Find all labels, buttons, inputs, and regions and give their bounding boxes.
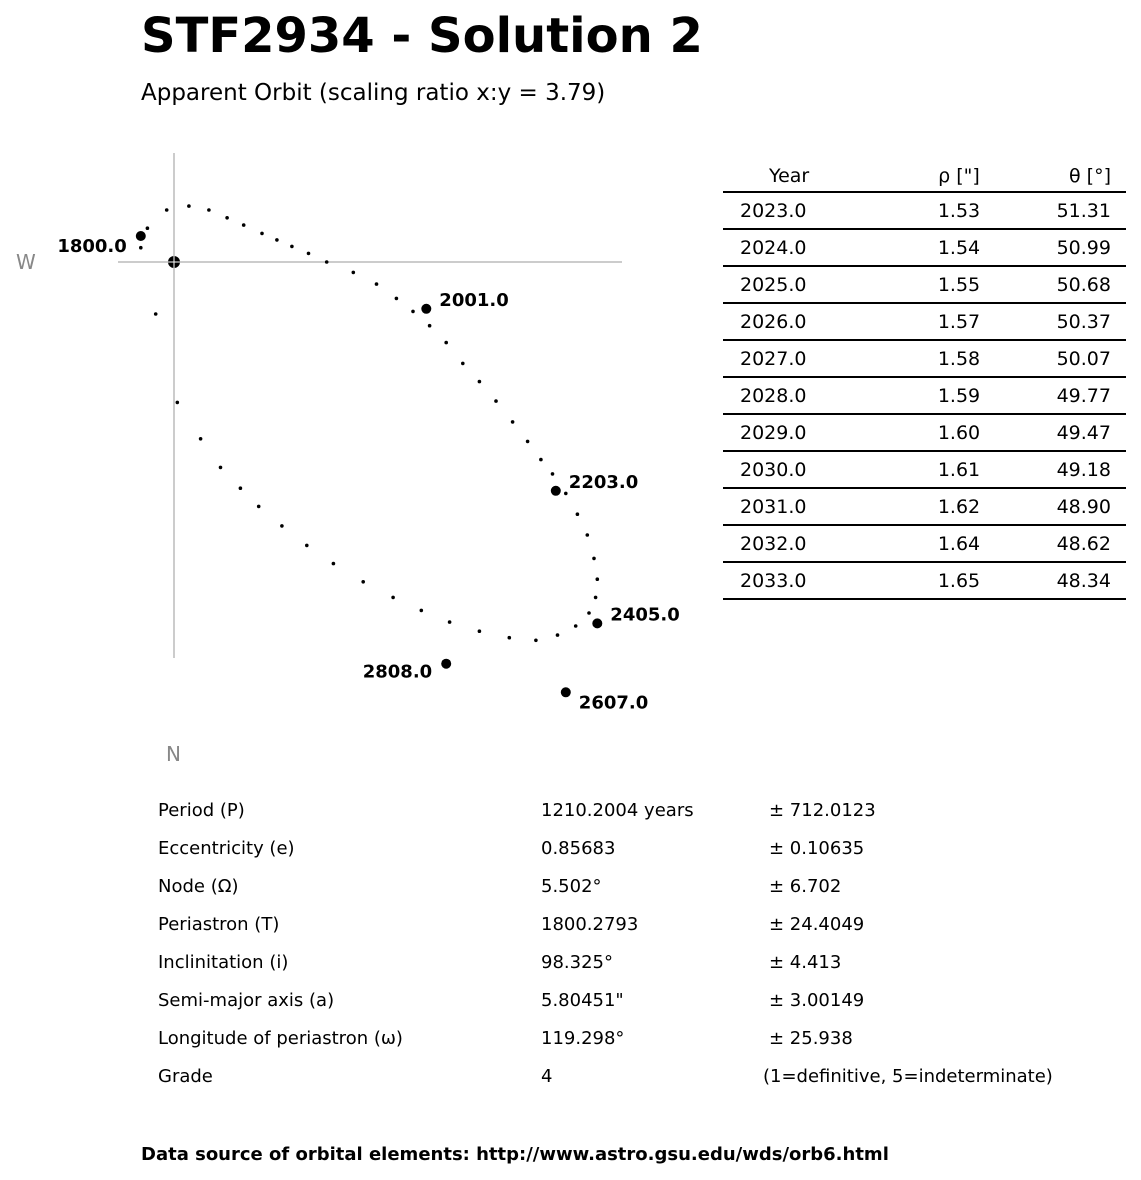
rho-cell: 1.59 — [889, 377, 1029, 414]
orbit-point — [165, 208, 169, 212]
west-label: W — [16, 250, 36, 274]
element-row — [158, 1024, 1118, 1062]
epoch-marker — [551, 486, 561, 496]
orbit-point — [257, 505, 261, 509]
element-error: ± 4.413 — [769, 952, 842, 973]
orbit-point — [551, 472, 555, 476]
element-error: (1=definitive, 5=indeterminate) — [763, 1066, 1053, 1087]
orbit-point — [305, 544, 309, 548]
orbit-point — [391, 596, 395, 600]
rho-cell: 1.60 — [889, 414, 1029, 451]
epoch-marker — [421, 304, 431, 314]
orbit-point — [494, 399, 498, 403]
rho-cell: 1.64 — [889, 525, 1029, 562]
table-row — [723, 414, 1126, 451]
rho-cell: 1.58 — [889, 340, 1029, 377]
element-row — [158, 834, 1118, 872]
epoch-label: 2808.0 — [362, 661, 433, 683]
year-cell: 2028.0 — [723, 377, 889, 414]
orbit-point — [176, 401, 180, 405]
orbit-point — [539, 458, 543, 462]
orbit-point — [352, 271, 356, 275]
orbit-point — [508, 636, 512, 640]
orbit-point — [139, 246, 143, 250]
element-name: Periastron (T) — [158, 914, 280, 935]
element-error: ± 24.4049 — [769, 914, 865, 935]
element-row — [158, 910, 1118, 948]
orbit-point — [395, 297, 399, 301]
orbit-point — [478, 380, 482, 384]
orbit-point — [225, 216, 229, 220]
year-cell: 2023.0 — [723, 192, 889, 229]
orbit-point — [275, 238, 279, 242]
table-row — [723, 377, 1126, 414]
ephemeris-table — [723, 160, 1126, 600]
orbit-point — [564, 492, 568, 496]
year-cell: 2029.0 — [723, 414, 889, 451]
theta-cell: 49.18 — [1029, 451, 1126, 488]
orbit-point — [428, 324, 432, 328]
element-value: 0.85683 — [541, 838, 616, 859]
epoch-label: 2607.0 — [578, 692, 649, 714]
rho-cell: 1.53 — [889, 192, 1029, 229]
chart-title: STF2934 - Solution 2 — [141, 8, 703, 64]
header-rho: ρ ["] — [889, 160, 1029, 192]
year-cell: 2024.0 — [723, 229, 889, 266]
orbit-point — [154, 312, 158, 316]
orbit-point — [461, 362, 465, 366]
year-cell: 2033.0 — [723, 562, 889, 599]
orbit-point — [411, 310, 415, 314]
header-year: Year — [723, 160, 889, 192]
element-name: Inclinitation (i) — [158, 952, 289, 973]
epoch-marker — [561, 687, 571, 697]
orbit-point — [199, 437, 203, 441]
orbit-point — [242, 223, 246, 227]
orbit-point — [420, 609, 424, 613]
rho-cell: 1.61 — [889, 451, 1029, 488]
orbit-point — [219, 466, 223, 470]
orbit-point — [576, 512, 580, 516]
orbit-point — [526, 440, 530, 444]
theta-cell: 51.31 — [1029, 192, 1126, 229]
element-row — [158, 796, 1118, 834]
year-cell: 2027.0 — [723, 340, 889, 377]
table-row — [723, 229, 1126, 266]
orbit-point — [586, 533, 590, 537]
orbit-point — [448, 620, 452, 624]
element-name: Eccentricity (e) — [158, 838, 295, 859]
epoch-label: 1800.0 — [57, 236, 127, 257]
element-value: 98.325° — [541, 952, 613, 973]
data-source-note: Data source of orbital elements: http://www.astro.gsu.edu/wds/orb6.html — [141, 1144, 889, 1165]
orbit-point — [594, 596, 598, 600]
orbit-point — [511, 420, 515, 424]
orbit-point — [444, 341, 448, 345]
orbit-point — [307, 252, 311, 256]
epoch-marker — [592, 618, 602, 628]
theta-cell: 50.68 — [1029, 266, 1126, 303]
orbit-point — [574, 624, 578, 628]
element-error: ± 3.00149 — [769, 990, 865, 1011]
element-value: 5.80451" — [541, 990, 624, 1011]
element-error: ± 25.938 — [769, 1028, 853, 1049]
orbit-point — [478, 629, 482, 633]
orbit-point — [239, 486, 243, 490]
table-row — [723, 451, 1126, 488]
table-row — [723, 340, 1126, 377]
orbit-point — [187, 204, 191, 208]
table-row — [723, 488, 1126, 525]
element-error: ± 6.702 — [769, 876, 842, 897]
element-value: 119.298° — [541, 1028, 625, 1049]
epoch-marker — [136, 231, 146, 241]
rho-cell: 1.54 — [889, 229, 1029, 266]
theta-cell: 48.90 — [1029, 488, 1126, 525]
epoch-label: 2203.0 — [568, 471, 639, 493]
orbit-point — [361, 580, 365, 584]
orbit-point — [290, 245, 294, 249]
primary-star — [168, 256, 180, 268]
theta-cell: 50.07 — [1029, 340, 1126, 377]
table-row — [723, 192, 1126, 229]
epoch-label: 2405.0 — [610, 604, 680, 626]
theta-cell: 48.34 — [1029, 562, 1126, 599]
theta-cell: 50.37 — [1029, 303, 1126, 340]
year-cell: 2032.0 — [723, 525, 889, 562]
orbit-point — [260, 232, 264, 236]
element-name: Node (Ω) — [158, 876, 239, 897]
rho-cell: 1.62 — [889, 488, 1029, 525]
element-value: 1800.2793 — [541, 914, 639, 935]
epoch-marker — [441, 659, 451, 669]
orbit-point — [596, 577, 600, 581]
orbit-point — [280, 524, 284, 528]
table-row — [723, 525, 1126, 562]
element-name: Grade — [158, 1066, 213, 1087]
element-error: ± 0.10635 — [769, 838, 865, 859]
year-cell: 2025.0 — [723, 266, 889, 303]
year-cell: 2031.0 — [723, 488, 889, 525]
table-row — [723, 303, 1126, 340]
element-error: ± 712.0123 — [769, 800, 876, 821]
orbit-point — [587, 611, 591, 615]
rho-cell: 1.57 — [889, 303, 1029, 340]
orbit-point — [375, 282, 379, 286]
element-row — [158, 1062, 1118, 1100]
chart-subtitle: Apparent Orbit (scaling ratio x:y = 3.79) — [141, 80, 606, 106]
ephemeris-header-row — [723, 160, 1126, 192]
epoch-label: 2001.0 — [439, 289, 509, 311]
year-cell: 2026.0 — [723, 303, 889, 340]
orbital-elements — [158, 796, 1118, 1100]
element-name: Longitude of periastron (ω) — [158, 1028, 403, 1049]
element-value: 4 — [541, 1066, 553, 1087]
theta-cell: 49.47 — [1029, 414, 1126, 451]
element-name: Period (P) — [158, 800, 245, 821]
header-theta: θ [°] — [1029, 160, 1126, 192]
orbit-point — [556, 633, 560, 637]
theta-cell: 50.99 — [1029, 229, 1126, 266]
orbit-plot — [0, 140, 700, 780]
orbit-point — [325, 260, 329, 264]
orbit-point — [534, 639, 538, 643]
orbit-point — [592, 557, 596, 561]
year-cell: 2030.0 — [723, 451, 889, 488]
orbit-point — [146, 226, 150, 230]
element-row — [158, 948, 1118, 986]
orbit-point — [332, 562, 336, 566]
element-value: 1210.2004 years — [541, 800, 694, 821]
north-label: N — [166, 742, 181, 766]
element-name: Semi-major axis (a) — [158, 990, 335, 1011]
rho-cell: 1.55 — [889, 266, 1029, 303]
table-row — [723, 562, 1126, 599]
element-row — [158, 872, 1118, 910]
element-row — [158, 986, 1118, 1024]
element-value: 5.502° — [541, 876, 602, 897]
theta-cell: 48.62 — [1029, 525, 1126, 562]
rho-cell: 1.65 — [889, 562, 1029, 599]
table-row — [723, 266, 1126, 303]
theta-cell: 49.77 — [1029, 377, 1126, 414]
orbit-point — [207, 208, 211, 212]
